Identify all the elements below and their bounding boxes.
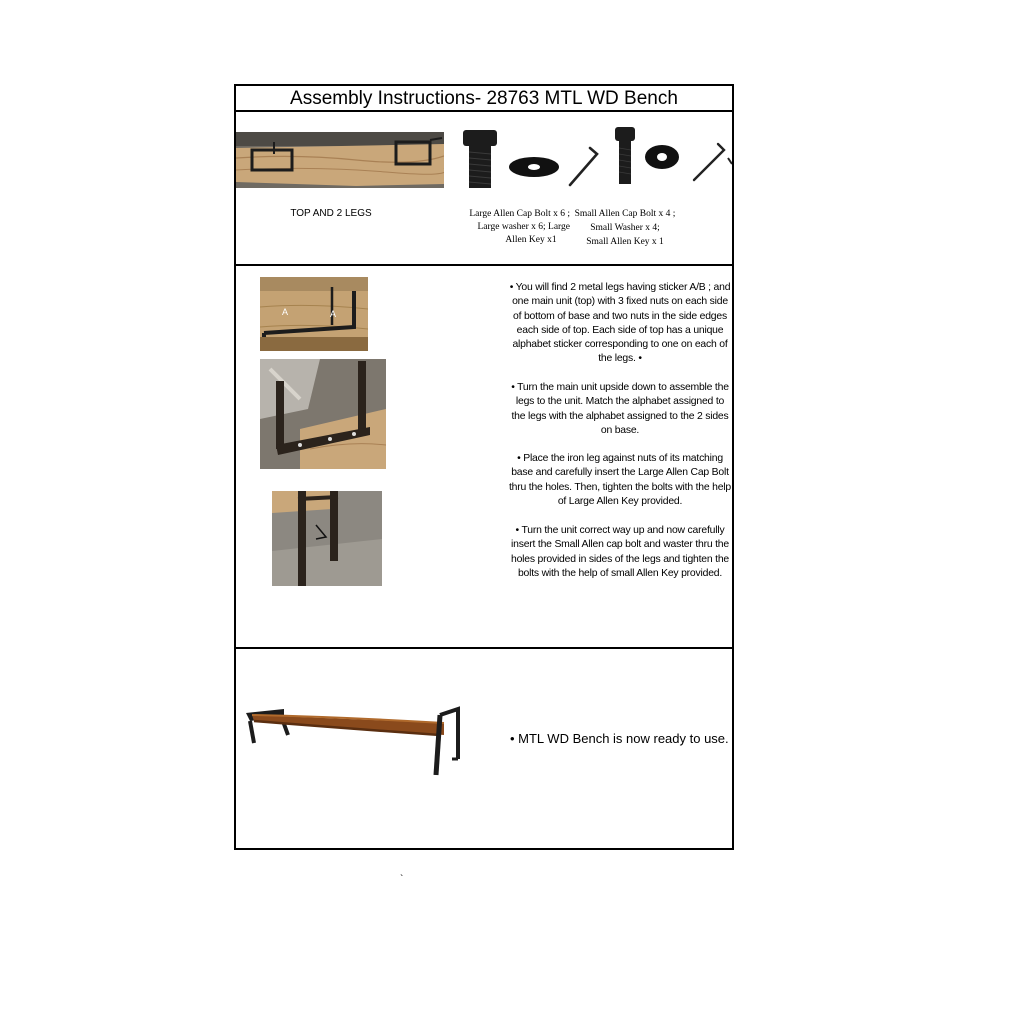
- instruction-sheet: [234, 84, 734, 850]
- large-bolt-icon: [461, 128, 499, 190]
- large-key-label: Allen Key x1: [505, 235, 557, 245]
- small-hardware-caption: [566, 208, 684, 249]
- top-and-legs-photo: [236, 132, 444, 188]
- step-4-text: • Turn the unit correct way up and now carefully insert the Small Allen cap bolt and waster thru the holes provided in sides of the legs and tighten the bolts with the help of small Allen Key provided.: [511, 525, 729, 579]
- ready-to-use-text: • MTL WD Bench is now ready to use.: [510, 731, 729, 746]
- step-2-text: • Turn the main unit upside down to assemble the legs to the unit. Match the alphabet assigned to the legs with the alphabet assigned to the 2 sides on base.: [511, 382, 729, 436]
- page-title: Assembly Instructions- 28763 MTL WD Bench: [236, 86, 732, 112]
- leg-side-bolt-photo: [272, 491, 382, 586]
- large-hardware-caption: [452, 208, 570, 247]
- large-bolt-label: Large Allen Cap Bolt x 6 ;: [469, 209, 570, 219]
- large-washer-label: Large washer x 6; Large: [477, 222, 570, 232]
- leg-on-base-photo: [260, 359, 386, 469]
- small-allen-key-icon: [690, 140, 732, 184]
- finished-bench-image: [244, 695, 460, 783]
- stray-mark: `: [400, 874, 404, 885]
- small-key-label: Small Allen Key x 1: [586, 237, 664, 247]
- sticker-letter-1: A: [282, 307, 289, 317]
- large-allen-key-icon: [566, 144, 600, 188]
- parts-section: [236, 112, 732, 266]
- small-bolt-icon: [614, 126, 636, 186]
- legs-with-stickers-photo: [260, 277, 368, 351]
- small-washer-label: Small Washer x 4;: [590, 223, 660, 233]
- top-legs-caption: TOP AND 2 LEGS: [290, 208, 372, 219]
- step-1-text: • You will find 2 metal legs having sticker A/B ; and one main unit (top) with 3 fixed nuts on each side of bottom of base and two nuts in the side edges each side of top. Each side of top has a unique alphabet sticker corresponding to one on each of the legs. •: [509, 282, 731, 365]
- final-section: [236, 649, 732, 848]
- step-3-text: • Place the iron leg against nuts of its matching base and carefully insert the Large Allen Cap Bolt thru the holes. Then, tighten the bolts with the help of Large Allen Key provided.: [509, 453, 731, 507]
- large-washer-icon: [508, 156, 560, 178]
- small-washer-icon: [644, 144, 680, 170]
- sticker-letter-2: A: [330, 309, 337, 319]
- small-bolt-label: Small Allen Cap Bolt x 4 ;: [574, 209, 676, 219]
- steps-section: [236, 266, 732, 649]
